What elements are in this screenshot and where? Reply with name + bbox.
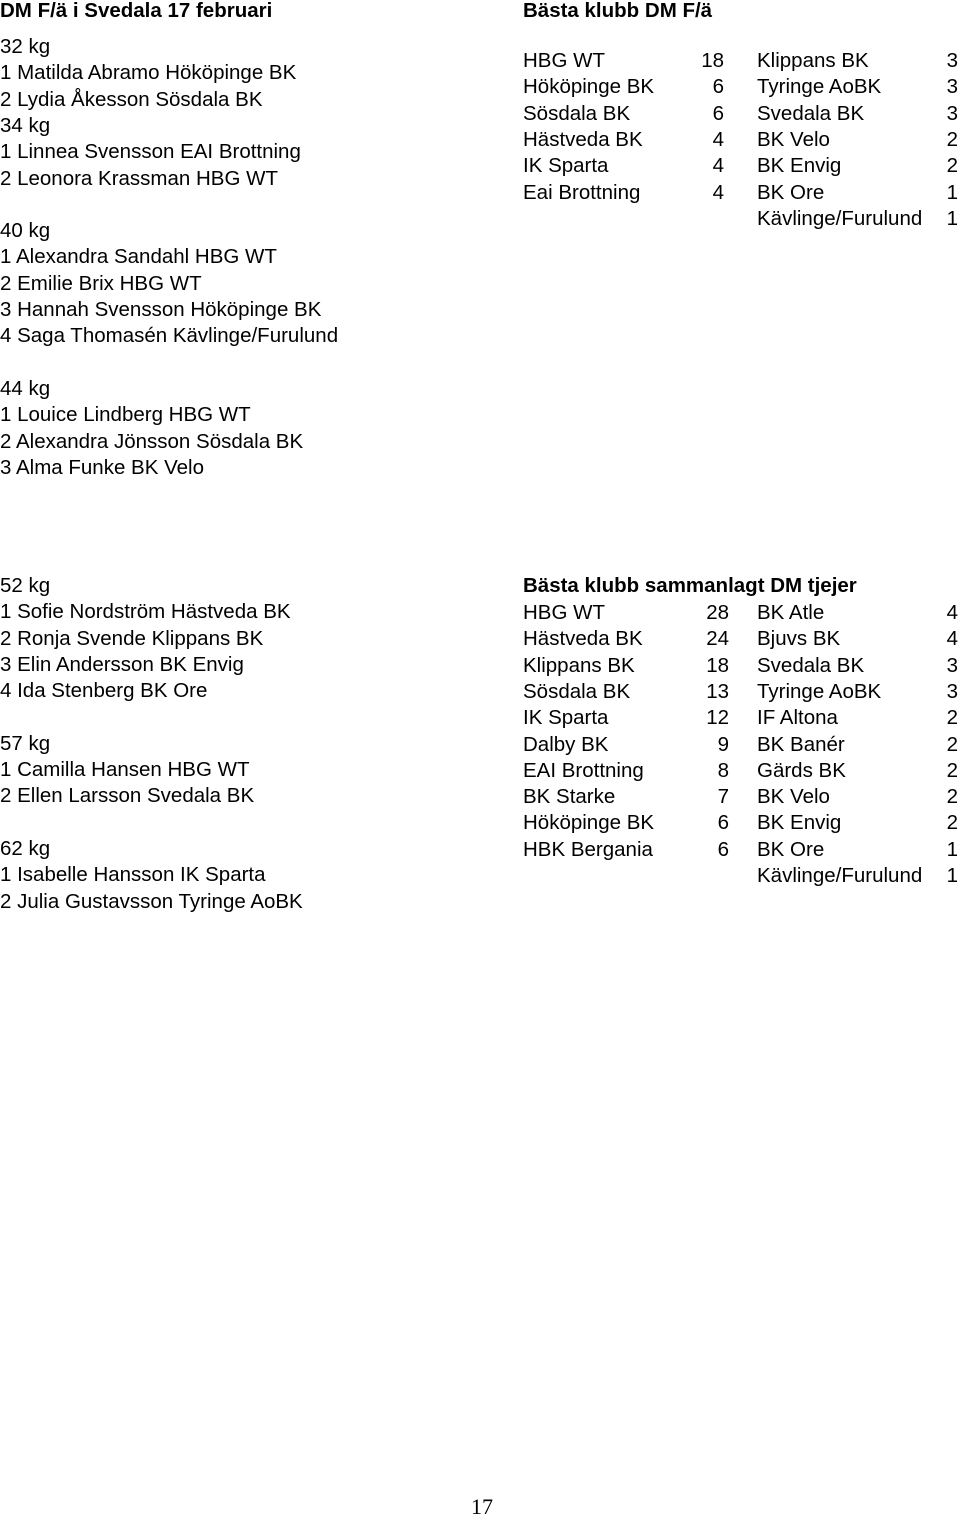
club-points: 3 bbox=[946, 75, 958, 99]
club-points: 3 bbox=[946, 653, 958, 677]
club-points: 7 bbox=[717, 785, 729, 809]
club-points: 9 bbox=[717, 732, 729, 756]
club-name: Bjuvs BK bbox=[757, 627, 841, 651]
club-points: 2 bbox=[946, 127, 958, 151]
club-name: Tyringe AoBK bbox=[757, 75, 882, 99]
club-name: Kävlinge/Furulund bbox=[757, 864, 923, 887]
club-points: 6 bbox=[717, 837, 729, 861]
result-row: 1 Alexandra Sandahl HBG WT bbox=[0, 245, 277, 269]
club-name: Hästveda BK bbox=[523, 627, 643, 651]
club-points: 6 bbox=[712, 75, 724, 99]
club-points: 12 bbox=[706, 706, 729, 730]
club-points: 2 bbox=[946, 785, 958, 809]
club-points: 3 bbox=[946, 679, 958, 703]
club-name: BK Atle bbox=[757, 601, 825, 624]
club-name: Gärds BK bbox=[757, 758, 846, 782]
club-name: BK Ore bbox=[757, 180, 825, 204]
club-name: Sösdala BK bbox=[523, 679, 631, 703]
club-points: 18 bbox=[701, 49, 724, 72]
result-row: 1 Isabelle Hansson IK Sparta bbox=[0, 863, 266, 887]
result-row: 2 Lydia Åkesson Sösdala BK bbox=[0, 87, 263, 111]
club-points: 3 bbox=[946, 101, 958, 125]
club-points: 2 bbox=[946, 811, 958, 835]
club-points: 13 bbox=[706, 679, 729, 703]
weight-class-heading: 44 kg bbox=[0, 376, 51, 400]
club-points: 2 bbox=[946, 706, 958, 730]
club-points: 4 bbox=[712, 154, 724, 178]
club-name: HBG WT bbox=[523, 49, 605, 72]
club-name: Dalby BK bbox=[523, 732, 609, 756]
club-points: 4 bbox=[712, 127, 724, 151]
result-row: 3 Alma Funke BK Velo bbox=[0, 455, 204, 479]
result-row: 2 Ronja Svende Klippans BK bbox=[0, 626, 264, 650]
club-fa-title: Bästa klubb DM F/ä bbox=[523, 0, 713, 22]
club-name: HBG WT bbox=[523, 601, 605, 624]
club-name: Hököpinge BK bbox=[523, 811, 655, 835]
result-row: 4 Saga Thomasén Kävlinge/Furulund bbox=[0, 324, 339, 348]
club-name: EAI Brottning bbox=[523, 758, 644, 782]
club-name: Klippans BK bbox=[523, 653, 635, 677]
club-points: 2 bbox=[946, 732, 958, 756]
club-points: 8 bbox=[717, 758, 729, 782]
club-points: 1 bbox=[946, 180, 958, 204]
club-name: Svedala BK bbox=[757, 653, 865, 677]
club-name: BK Ore bbox=[757, 837, 825, 861]
club-points: 4 bbox=[946, 627, 958, 651]
result-row: 3 Hannah Svensson Hököpinge BK bbox=[0, 298, 322, 321]
club-points: 18 bbox=[706, 653, 729, 677]
club-name: Kävlinge/Furulund bbox=[757, 206, 923, 230]
club-total-title: Bästa klubb sammanlagt DM tjejer bbox=[523, 574, 857, 597]
result-row: 2 Leonora Krassman HBG WT bbox=[0, 166, 278, 190]
club-name: Klippans BK bbox=[757, 49, 869, 72]
result-row: 1 Sofie Nordström Hästveda BK bbox=[0, 600, 291, 624]
club-points: 4 bbox=[712, 180, 724, 204]
result-row: 2 Emilie Brix HBG WT bbox=[0, 271, 202, 295]
club-name: HBK Bergania bbox=[523, 837, 653, 861]
result-row: 2 Alexandra Jönsson Sösdala BK bbox=[0, 429, 304, 453]
club-name: Svedala BK bbox=[757, 101, 865, 125]
club-name: IF Altona bbox=[757, 706, 838, 730]
club-name: BK Starke bbox=[523, 785, 616, 809]
club-points: 6 bbox=[712, 101, 724, 125]
club-name: BK Velo bbox=[757, 127, 830, 151]
club-points: 2 bbox=[946, 154, 958, 178]
club-name: Tyringe AoBK bbox=[757, 679, 882, 703]
weight-class-heading: 62 kg bbox=[0, 837, 51, 860]
club-points: 28 bbox=[706, 601, 729, 624]
club-points: 6 bbox=[717, 811, 729, 835]
result-row: 1 Camilla Hansen HBG WT bbox=[0, 758, 250, 782]
weight-class-heading: 52 kg bbox=[0, 574, 51, 597]
club-name: IK Sparta bbox=[523, 706, 609, 730]
club-points: 1 bbox=[946, 837, 958, 861]
club-name: BK Velo bbox=[757, 785, 830, 809]
result-row: 3 Elin Andersson BK Envig bbox=[0, 652, 244, 676]
weight-class-heading: 57 kg bbox=[0, 731, 51, 755]
club-name: BK Banér bbox=[757, 732, 845, 756]
club-name: BK Envig bbox=[757, 811, 842, 835]
club-name: Hököpinge BK bbox=[523, 75, 655, 99]
club-points: 4 bbox=[946, 601, 958, 624]
club-points: 3 bbox=[946, 49, 958, 72]
weight-class-heading: 34 kg bbox=[0, 113, 51, 137]
result-row: 1 Linnea Svensson EAI Brottning bbox=[0, 140, 301, 164]
result-row: 1 Louice Lindberg HBG WT bbox=[0, 403, 251, 427]
club-points: 24 bbox=[706, 627, 729, 651]
result-row: 2 Julia Gustavsson Tyringe AoBK bbox=[0, 889, 303, 913]
club-name: IK Sparta bbox=[523, 154, 609, 178]
club-points: 1 bbox=[946, 206, 958, 230]
club-name: BK Envig bbox=[757, 154, 842, 178]
club-name: Sösdala BK bbox=[523, 101, 631, 125]
club-name: Hästveda BK bbox=[523, 127, 643, 151]
weight-class-heading: 40 kg bbox=[0, 219, 51, 243]
club-name: Eai Brottning bbox=[523, 180, 641, 204]
result-row: 2 Ellen Larsson Svedala BK bbox=[0, 784, 255, 808]
result-row: 1 Matilda Abramo Hököpinge BK bbox=[0, 61, 297, 85]
page-number: 17 bbox=[471, 1494, 493, 1519]
result-row: 4 Ida Stenberg BK Ore bbox=[0, 679, 208, 703]
club-points: 2 bbox=[946, 758, 958, 782]
page-title: DM F/ä i Svedala 17 februari bbox=[0, 0, 273, 22]
weight-class-heading: 32 kg bbox=[0, 35, 51, 58]
club-points: 1 bbox=[946, 864, 958, 887]
